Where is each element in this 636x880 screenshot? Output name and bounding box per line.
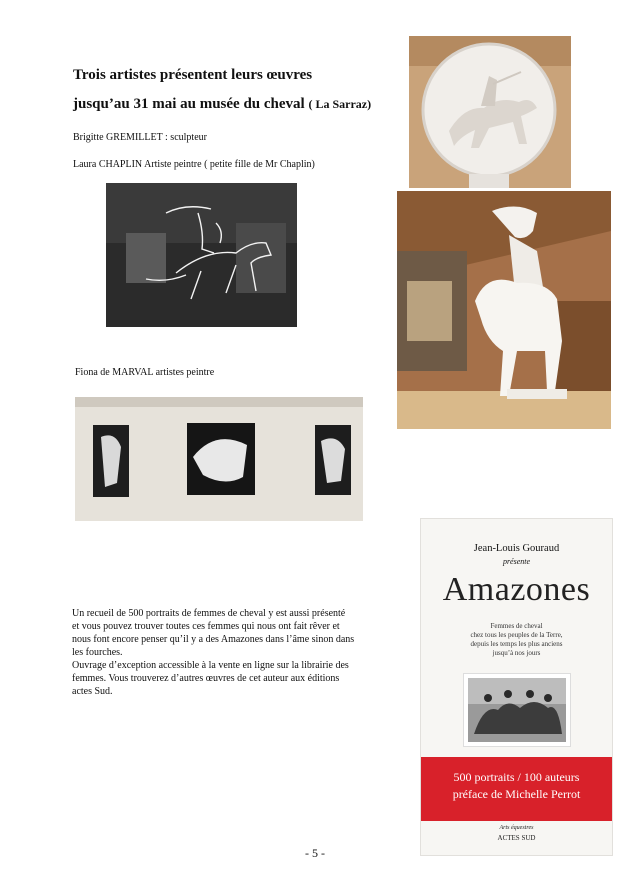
relief-sculpture-photo (409, 36, 571, 188)
book-cover-title: Amazones (442, 571, 591, 608)
book-cover-banner-line: préface de Michelle Perrot (452, 787, 581, 801)
artist-line-gremillet: Brigitte GREMILLET : sculpteur (73, 132, 207, 143)
engraved-glass-photo (106, 183, 297, 327)
book-cover-presents: présente (502, 557, 531, 566)
book-cover-banner-line: 500 portraits / 100 auteurs (453, 770, 580, 784)
book-cover-red-banner (421, 757, 612, 821)
artist-line-chaplin: Laura CHAPLIN Artiste peintre ( petite fille de Mr Chaplin) (73, 159, 315, 170)
artist-line-marval: Fiona de MARVAL artistes peintre (75, 367, 215, 378)
book-cover-photo (420, 518, 613, 856)
gallery-paintings-photo (75, 397, 363, 521)
book-cover-series: Arts équestres (499, 825, 534, 831)
book-cover-vintage-photo (463, 673, 571, 747)
book-cover-subtitle-line: chez tous les peuples de la Terre, (470, 631, 563, 639)
heading-exhibition-dates: jusqu’au 31 mai au musée du cheval (73, 96, 305, 112)
book-description-line: nous font encore penser qu’il y a des Amazones dans l’âme sinon dans (72, 634, 355, 645)
book-description-line: Ouvrage d’exception accessible à la vente en ligne sur la librairie des (72, 660, 349, 671)
heading-line-1: Trois artistes présentent leurs œuvres (73, 67, 313, 83)
book-description-line: et vous pouvez trouver toutes ces femmes qui nous ont fait rêver et (72, 621, 340, 632)
book-description-line: actes Sud. (72, 686, 113, 697)
statue-photo (397, 191, 611, 429)
book-cover-publisher: ACTES SUD (497, 834, 536, 842)
book-description-line: Un recueil de 500 portraits de femmes de cheval y est aussi présenté (72, 608, 346, 619)
page-number: - 5 - (305, 846, 325, 860)
book-cover-subtitle-line: Femmes de cheval (490, 622, 543, 630)
book-cover-author: Jean-Louis Gouraud (473, 543, 560, 554)
heading-location: ( La Sarraz) (308, 97, 372, 111)
book-description-line: les fourches. (72, 647, 123, 658)
book-cover-subtitle-line: depuis les temps les plus anciens (470, 640, 563, 648)
book-cover-subtitle-line: jusqu’à nos jours (492, 649, 541, 657)
book-description-line: femmes. Vous trouverez d’autres œuvres de cet auteur aux éditions (72, 673, 340, 684)
book-description (72, 607, 354, 698)
heading-line-2 (73, 95, 371, 113)
book-cover-subtitle (421, 622, 612, 658)
